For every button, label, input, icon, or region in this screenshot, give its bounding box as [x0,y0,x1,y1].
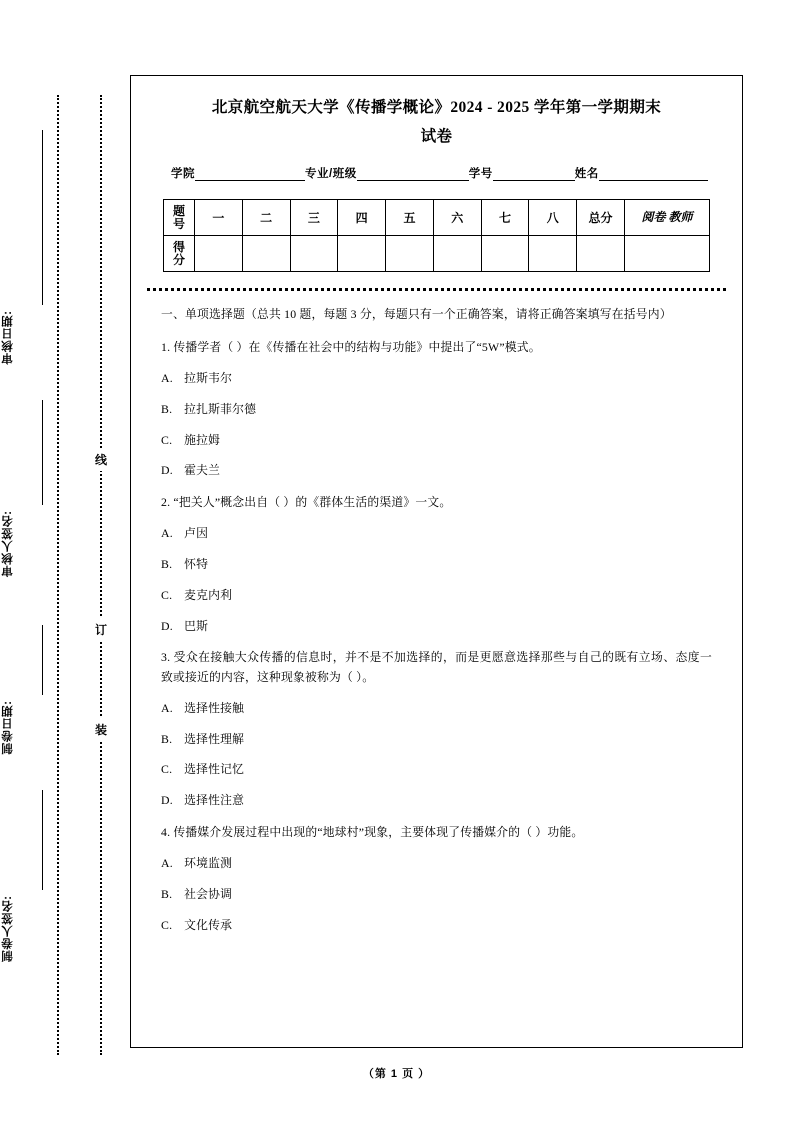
question-1-option-c-text: 施拉姆 [184,432,221,447]
question-number-header-char1: 题 [172,204,185,219]
question-2-option-d-letter: D. [161,618,173,633]
score-table [163,199,710,272]
section-one-heading: 一、单项选择题（总共 10 题，每题 3 分，每题只有一个正确答案，请将正确答案填写在括号内） [161,307,672,322]
major-class-label: 专业/班级 [305,168,357,181]
grader-header [625,200,710,236]
question-1-option-b-letter: B. [161,401,173,416]
question-2-stem [161,493,712,512]
total-score-header: 总分 [577,200,625,236]
question-number-header-char2: 号 [172,216,185,231]
question-1-option-a[interactable] [161,370,712,388]
grader-cell[interactable] [625,236,710,272]
paper-maker-signature-label: 制卷人签名: [2,895,14,963]
question-1-option-a-letter: A. [161,371,173,386]
exam-content [147,291,726,934]
grader-header-line-2: 教师 [668,210,693,225]
major-class-blank[interactable] [357,169,469,181]
score-cell-7[interactable] [481,236,529,272]
question-2-number: 2. [161,495,171,509]
review-date-write-rule [42,130,43,305]
question-4-option-a-letter: A. [161,856,173,871]
outer-dotted-line [57,95,59,1055]
student-info-line [147,165,726,181]
question-3-option-c-text: 选择性记忆 [184,762,245,777]
paper-date-label: 制卷日期: [2,700,14,755]
score-col-header-3: 三 [290,200,338,236]
question-2-option-c[interactable] [161,587,712,605]
exam-title-line-1: 北京航空航天大学《传播学概论》2024 - 2025 学年第一学期期末 [211,99,662,116]
question-4-option-c[interactable] [161,917,712,935]
question-2-option-b-letter: B. [161,557,173,572]
question-1-option-a-text: 拉斯韦尔 [184,371,233,386]
question-4-option-a-text: 环境监测 [184,856,233,871]
question-4-number: 4. [161,824,171,839]
question-3-number: 3. [161,650,171,665]
score-table-header-row [164,200,710,236]
question-1-option-b-text: 拉扎斯菲尔德 [184,401,257,416]
score-table-value-row [164,236,710,272]
total-score-cell[interactable] [577,236,625,272]
student-id-blank[interactable] [493,169,575,181]
question-3-option-a[interactable] [161,700,712,718]
college-label: 学院 [171,168,195,181]
exam-page-frame [130,75,743,1048]
score-col-header-4: 四 [338,200,386,236]
student-id-label: 学号 [468,168,493,181]
question-4-stem [161,823,712,842]
question-3-option-a-text: 选择性接触 [184,701,245,716]
question-2-option-b-text: 怀特 [184,557,209,572]
question-2-text: “把关人”概念出自（ ）的《群体生活的渠道》一文。 [173,495,452,509]
score-cell-4[interactable] [338,236,386,272]
question-1-number: 1. [161,339,171,354]
question-1-option-d[interactable] [161,462,712,480]
question-1-option-d-text: 霍夫兰 [184,463,221,478]
seal-char-pack: 装 [92,718,110,741]
question-3-option-b-text: 选择性理解 [184,731,245,746]
question-3-option-a-letter: A. [161,701,173,716]
question-3-option-b[interactable] [161,731,712,749]
question-3-option-c[interactable] [161,761,712,779]
score-col-header-1: 一 [195,200,243,236]
question-1-option-d-letter: D. [161,463,173,478]
question-number-header [164,200,195,236]
question-2-option-d[interactable] [161,618,712,636]
score-row-header [164,236,195,272]
score-col-header-8: 八 [529,200,577,236]
college-blank[interactable] [195,169,305,181]
score-cell-5[interactable] [386,236,434,272]
question-4-option-b[interactable] [161,886,712,904]
question-4-option-b-letter: B. [161,887,173,901]
score-col-header-2: 二 [242,200,290,236]
question-2-option-b[interactable] [161,556,712,574]
question-3-option-b-letter: B. [161,731,173,746]
score-col-header-5: 五 [386,200,434,236]
question-4-text: 传播媒介发展过程中出现的“地球村”现象，主要体现了传播媒介的（ ）功能。 [173,824,584,839]
review-date-label: 审核日期: [2,310,14,365]
paper-maker-signature-write-rule [42,790,43,890]
question-3-option-c-letter: C. [161,762,173,777]
question-2-option-d-text: 巴斯 [184,618,209,633]
score-cell-1[interactable] [195,236,243,272]
score-col-header-7: 七 [481,200,529,236]
question-2-option-c-text: 麦克内利 [184,587,233,602]
exam-title-line-2: 试卷 [420,127,453,145]
question-1-stem [161,338,712,357]
question-2-option-a-text: 卢因 [184,526,209,541]
question-1-option-c-letter: C. [161,432,173,447]
question-4-option-c-letter: C. [161,917,173,932]
inner-dotted-seal-line [100,95,102,1055]
binding-margin-zone [0,0,130,1122]
seal-char-line: 线 [92,448,110,471]
question-3-option-d[interactable] [161,792,712,810]
question-3-option-d-letter: D. [161,793,173,808]
question-4-option-b-text: 社会协调 [184,887,233,901]
student-name-blank[interactable] [599,169,708,181]
exam-title [147,94,726,151]
question-4-option-a[interactable] [161,855,712,873]
question-1-option-b[interactable] [161,401,712,419]
grader-header-line-1: 阅卷 [641,210,666,225]
seal-char-bind: 订 [92,618,110,641]
question-1-text: 传播学者（ ）在《传播在社会中的结构与功能》中提出了“5W”模式。 [173,339,541,354]
question-2-option-a[interactable] [161,525,712,543]
score-row-header-char1: 得 [172,240,185,255]
question-1-option-c[interactable] [161,432,712,450]
exam-page-inner [131,76,742,934]
reviewer-signature-write-rule [42,400,43,505]
score-cell-6[interactable] [433,236,481,272]
score-col-header-6: 六 [433,200,481,236]
page-footer: （第 1 页 ） [362,1068,431,1080]
question-2-option-c-letter: C. [161,587,173,602]
question-3-option-d-text: 选择性注意 [184,793,245,808]
question-3-text: 受众在接触大众传播的信息时，并不是不加选择的，而是更愿意选择那些与自己的既有立场、态度一致或接近的内容，这种现象被称为（ ）。 [161,650,712,684]
score-row-header-char2: 分 [172,252,185,267]
student-name-label: 姓名 [574,168,599,181]
paper-date-write-rule [42,625,43,695]
question-4-option-c-text: 文化传承 [184,917,233,932]
reviewer-signature-label: 审核人签名: [2,510,14,578]
score-cell-2[interactable] [242,236,290,272]
question-2-option-a-letter: A. [161,526,173,541]
score-cell-3[interactable] [290,236,338,272]
score-cell-8[interactable] [529,236,577,272]
question-3-stem [161,648,712,687]
